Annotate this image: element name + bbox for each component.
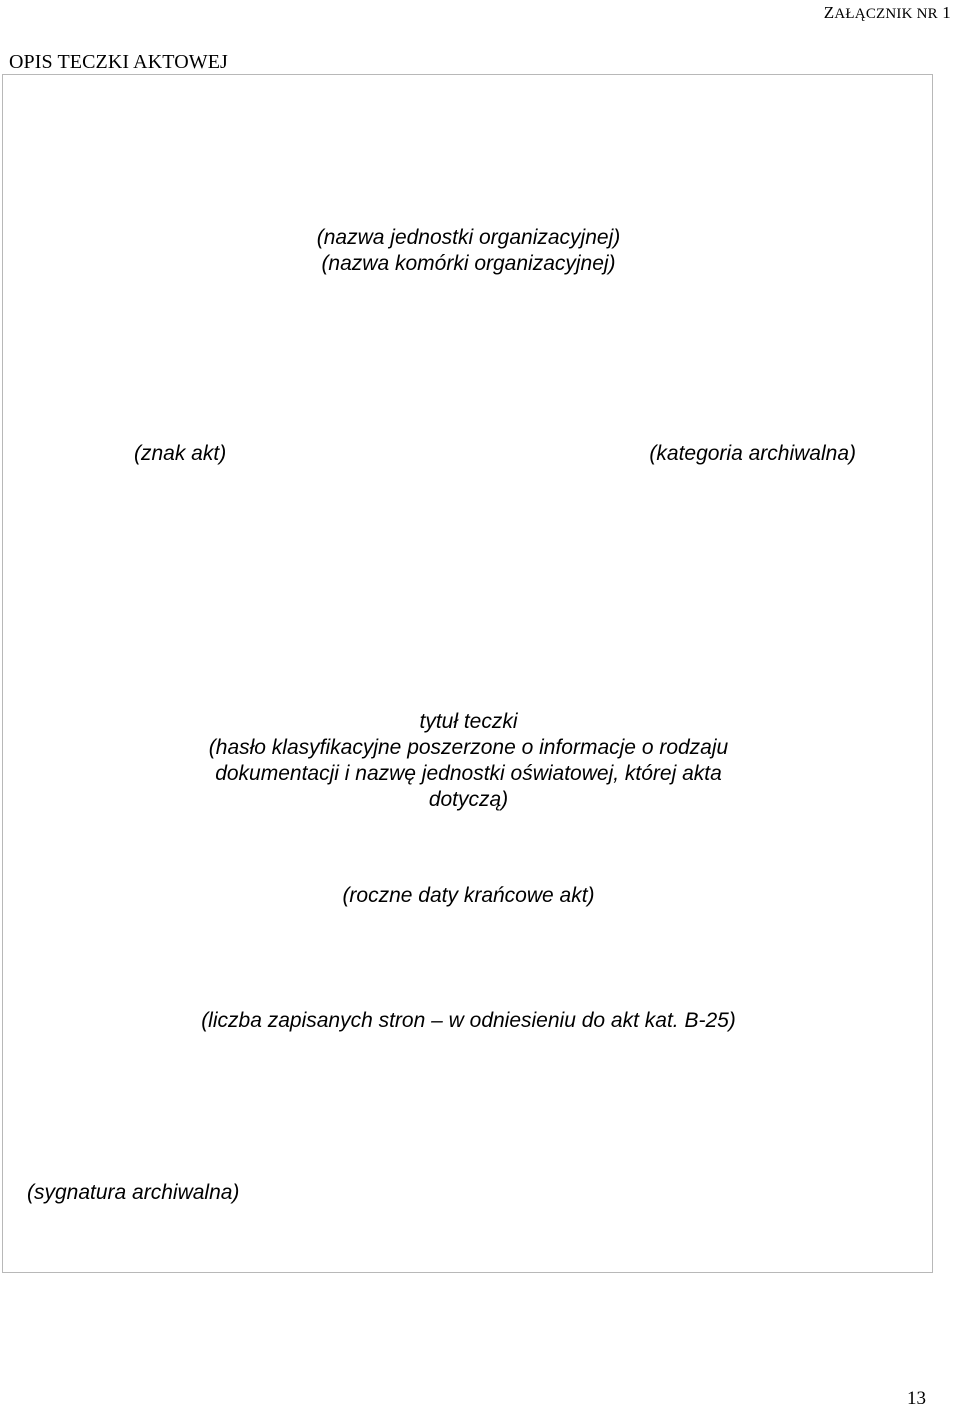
folder-title-description-line-1: (hasło klasyfikacyjne poszerzone o informacje o rodzaju: [208, 736, 729, 759]
page-count: (liczba zapisanych stron – w odniesieniu do akt kat. B-25): [201, 1009, 736, 1032]
folder-description-box: [2, 74, 933, 1273]
appendix-number: 1: [942, 3, 951, 22]
appendix-label: [824, 3, 951, 23]
organizational-unit-name: (nazwa jednostki organizacyjnej): [316, 226, 621, 249]
appendix-label-rest: AŁĄCZNIK NR: [834, 6, 938, 22]
page-number: 13: [907, 1388, 926, 1409]
archive-category: (kategoria archiwalna): [649, 442, 856, 465]
archive-signature: (sygnatura archiwalna): [27, 1181, 240, 1204]
file-mark: (znak akt): [134, 442, 227, 465]
folder-title-description-line-3: dotyczą): [428, 788, 509, 811]
appendix-label-initial: Z: [823, 3, 835, 22]
organizational-cell-name: (nazwa komórki organizacyjnej): [321, 252, 616, 275]
organization-block: [3, 225, 934, 277]
annual-dates: (roczne daty krańcowe akt): [342, 884, 595, 907]
document-title: OPIS TECZKI AKTOWEJ: [9, 51, 228, 73]
folder-title: tytuł teczki: [419, 710, 518, 733]
folder-title-block: [3, 709, 934, 813]
folder-title-description-line-2: dokumentacji i nazwę jednostki oświatowej, której akta: [215, 762, 722, 785]
